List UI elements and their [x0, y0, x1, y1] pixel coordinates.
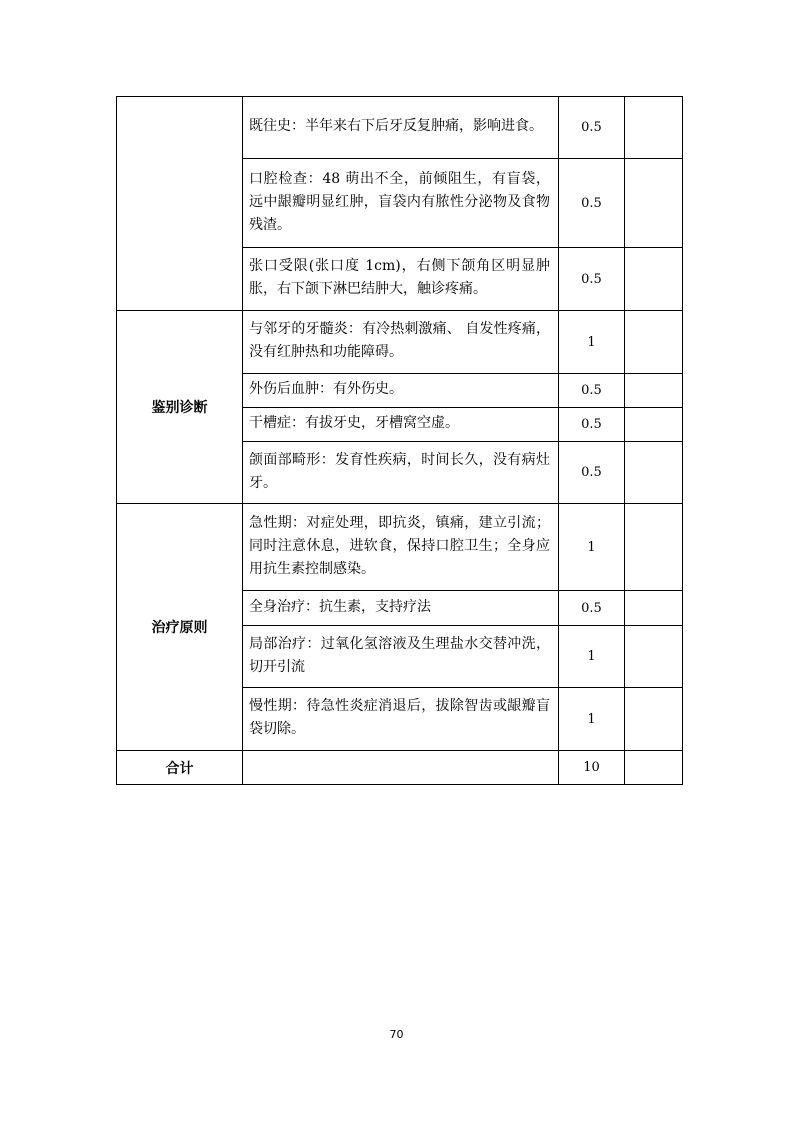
- score-value: 0.5: [559, 408, 625, 442]
- total-row: [117, 751, 683, 785]
- score-value: 0.5: [559, 97, 625, 159]
- blank-cell: [625, 408, 683, 442]
- criterion-text: 颌面部畸形：发育性疾病，时间长久，没有病灶牙。: [243, 442, 559, 504]
- criterion-text: 急性期：对症处理，即抗炎，镇痛，建立引流；同时注意休息，进软食，保持口腔卫生；全身应用抗生素控制感染。: [243, 504, 559, 591]
- score-value: 0.5: [559, 442, 625, 504]
- blank-cell: [625, 248, 683, 311]
- score-value: 1: [559, 688, 625, 751]
- category-treatment-principles: 治疗原则: [117, 504, 243, 751]
- score-value: 0.5: [559, 159, 625, 248]
- blank-cell: [625, 97, 683, 159]
- criterion-text: 慢性期：待急性炎症消退后，拔除智齿或龈瓣盲袋切除。: [243, 688, 559, 751]
- blank-cell: [243, 751, 559, 785]
- blank-cell: [625, 626, 683, 688]
- page-number: 70: [389, 1028, 404, 1041]
- criterion-text: 口腔检查：48 萌出不全，前倾阻生，有盲袋，远中龈瓣明显红肿，盲袋内有脓性分泌物及食物残渣。: [243, 159, 559, 248]
- category-cell-empty: [117, 97, 243, 311]
- blank-cell: [625, 504, 683, 591]
- score-value: 0.5: [559, 248, 625, 311]
- criterion-text: 外伤后血肿：有外伤史。: [243, 374, 559, 408]
- blank-cell: [625, 591, 683, 626]
- criterion-text: 全身治疗：抗生素，支持疗法: [243, 591, 559, 626]
- score-value: 1: [559, 311, 625, 374]
- total-label: 合计: [117, 751, 243, 785]
- criterion-text: 局部治疗：过氧化氢溶液及生理盐水交替冲洗，切开引流: [243, 626, 559, 688]
- blank-cell: [625, 751, 683, 785]
- blank-cell: [625, 442, 683, 504]
- score-value: 1: [559, 504, 625, 591]
- criterion-text: 既往史：半年来右下后牙反复肿痛，影响进食。: [243, 97, 559, 159]
- table-row: [117, 311, 683, 374]
- table-row: [117, 97, 683, 159]
- blank-cell: [625, 374, 683, 408]
- score-value: 0.5: [559, 374, 625, 408]
- criterion-text: 与邻牙的牙髓炎：有冷热刺激痛、 自发性疼痛，没有红肿热和功能障碍。: [243, 311, 559, 374]
- criterion-text: 干槽症：有拔牙史，牙槽窝空虚。: [243, 408, 559, 442]
- table-row: [117, 504, 683, 591]
- score-value: 0.5: [559, 591, 625, 626]
- blank-cell: [625, 159, 683, 248]
- blank-cell: [625, 311, 683, 374]
- criterion-text: 张口受限(张口度 1cm)，右侧下颌角区明显肿胀，右下颌下淋巴结肿大，触诊疼痛。: [243, 248, 559, 311]
- total-score: 10: [559, 751, 625, 785]
- category-differential-diagnosis: 鉴别诊断: [117, 311, 243, 504]
- scoring-table: [116, 96, 683, 785]
- blank-cell: [625, 688, 683, 751]
- score-value: 1: [559, 626, 625, 688]
